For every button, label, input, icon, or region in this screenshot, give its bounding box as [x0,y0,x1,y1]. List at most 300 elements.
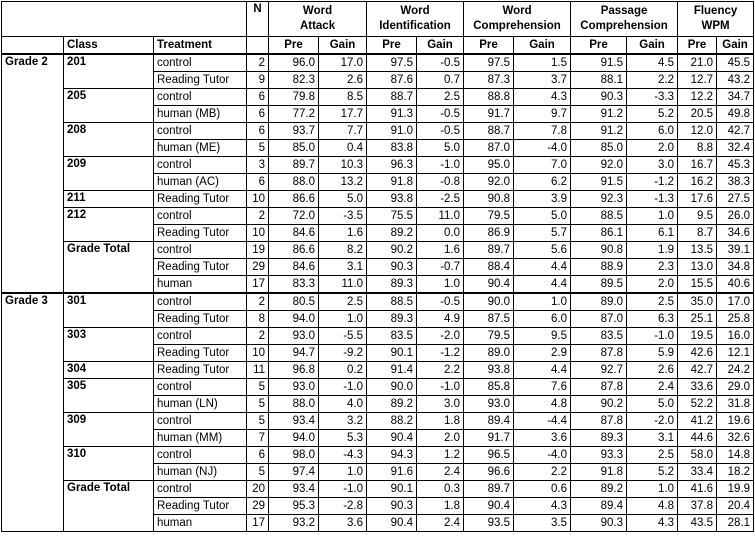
pre-value-cell: 92.7 [571,362,627,379]
pre-value-cell: 37.8 [678,498,717,515]
gain-value-cell: 17.0 [717,293,754,311]
gain-value-cell: 11.0 [319,276,367,294]
n-cell: 11 [247,362,269,379]
treatment-cell: human [154,276,247,294]
pre-value-cell: 91.0 [367,123,417,140]
pre-value-cell: 42.7 [678,362,717,379]
group-header-line1: Word [302,5,333,17]
gain-value-cell: 2.5 [627,293,678,311]
pre-value-cell: 20.5 [678,106,717,123]
gain-value-cell: -3.5 [319,208,367,225]
pre-value-cell: 98.0 [269,447,319,464]
pre-value-cell: 89.3 [571,430,627,447]
pre-value-cell: 83.8 [367,140,417,157]
gain-value-cell: 5.7 [514,225,571,242]
pre-value-cell: 89.7 [464,242,514,259]
gain-value-cell: -1.0 [627,328,678,345]
gain-value-cell: -2.0 [627,413,678,430]
gain-value-cell: 28.1 [717,515,754,532]
gain-value-cell: 20.4 [717,498,754,515]
treatment-header: Treatment [154,37,247,55]
pre-value-cell: 94.0 [269,430,319,447]
gain-value-cell: 4.0 [319,396,367,413]
gain-value-cell: 2.2 [514,464,571,481]
gain-value-cell: 1.6 [417,242,464,259]
table-row [2,157,754,174]
treatment-cell: control [154,293,247,311]
pre-value-cell: 96.8 [269,362,319,379]
pre-value-cell: 89.5 [571,276,627,294]
pre-value-cell: 89.7 [269,157,319,174]
gain-value-cell: 1.0 [319,464,367,481]
gain-value-cell: 1.0 [627,481,678,498]
pre-value-cell: 89.2 [571,481,627,498]
treatment-cell: control [154,413,247,430]
gain-value-cell: 2.0 [417,430,464,447]
group-header-word-comprehension [464,2,571,37]
gain-value-cell: -1.0 [417,379,464,396]
pre-value-cell: 85.8 [464,379,514,396]
group-header-fluency-wpm [678,2,754,37]
pre-value-cell: 88.5 [571,208,627,225]
gain-value-cell: 1.0 [627,208,678,225]
pre-value-cell: 87.5 [464,311,514,328]
gain-value-cell: -4.0 [514,140,571,157]
blank-header-cell [2,2,247,37]
n-cell: 3 [247,157,269,174]
n-cell: 2 [247,293,269,311]
gain-value-cell: -0.7 [417,259,464,276]
gain-value-cell: -5.5 [319,328,367,345]
pre-value-cell: 88.0 [269,396,319,413]
pre-value-cell: 87.0 [464,140,514,157]
gain-value-cell: 17.0 [319,54,367,72]
n-cell: 5 [247,379,269,396]
gain-value-cell: 19.9 [717,481,754,498]
pre-value-cell: 94.0 [269,311,319,328]
pre-value-cell: 16.7 [678,157,717,174]
pre-value-cell: 79.5 [464,208,514,225]
n-cell: 5 [247,413,269,430]
n-cell: 20 [247,481,269,498]
n-cell: 2 [247,208,269,225]
group-header-word-attack [269,2,367,37]
treatment-cell: control [154,89,247,106]
gain-value-cell: 49.8 [717,106,754,123]
group-header-line1: Word [400,5,430,17]
blank-header-cell [247,37,269,55]
table-row [2,89,754,106]
pre-value-cell: 19.5 [678,328,717,345]
n-cell: 5 [247,140,269,157]
gain-value-cell: 16.0 [717,328,754,345]
gain-value-cell: 32.6 [717,430,754,447]
treatment-cell: control [154,379,247,396]
gain-value-cell: 6.3 [627,311,678,328]
gain-value-cell: 7.7 [319,123,367,140]
gain-value-cell: 5.6 [514,242,571,259]
n-cell: 6 [247,106,269,123]
pre-value-cell: 93.0 [269,328,319,345]
pre-value-cell: 87.6 [367,72,417,89]
pre-value-cell: 92.0 [464,174,514,191]
pre-value-cell: 93.5 [464,515,514,532]
pre-value-cell: 87.8 [571,413,627,430]
gain-value-cell: -1.0 [417,157,464,174]
pre-value-cell: 84.6 [269,259,319,276]
pre-value-cell: 88.1 [571,72,627,89]
table-row [2,191,754,208]
pre-value-cell: 44.6 [678,430,717,447]
group-header-line2: Identification [379,20,451,32]
pre-value-cell: 15.5 [678,276,717,294]
gain-value-cell: 2.9 [514,345,571,362]
treatment-cell: control [154,242,247,259]
gain-value-cell: 45.5 [717,54,754,72]
gain-value-cell: 3.9 [514,191,571,208]
gain-value-cell: 2.3 [627,259,678,276]
gain-value-cell: 0.4 [319,140,367,157]
gain-value-cell: 1.8 [417,498,464,515]
gain-value-cell: 1.0 [417,276,464,294]
pre-value-cell: 95.0 [464,157,514,174]
n-cell: 2 [247,54,269,72]
class-cell: 304 [64,362,154,379]
gain-value-cell: 4.4 [514,362,571,379]
group-header-line2: Comprehension [473,20,561,32]
pre-value-cell: 33.4 [678,464,717,481]
gain-value-cell: 34.8 [717,259,754,276]
pre-value-cell: 82.3 [269,72,319,89]
n-cell: 10 [247,225,269,242]
gain-value-cell: 4.8 [514,396,571,413]
gain-value-cell: 1.5 [514,54,571,72]
gain-value-cell: 19.6 [717,413,754,430]
gain-value-cell: 32.4 [717,140,754,157]
gain-value-cell: 9.5 [514,328,571,345]
class-cell: Grade Total [64,242,154,294]
class-cell: 301 [64,293,154,328]
class-cell: 310 [64,447,154,481]
gain-value-cell: 5.0 [514,208,571,225]
pre-value-cell: 8.8 [678,140,717,157]
class-header: Class [64,37,154,55]
gain-value-cell: 11.0 [417,208,464,225]
pre-value-cell: 93.0 [464,396,514,413]
pre-value-cell: 43.5 [678,515,717,532]
group-header-line2: WPM [701,20,730,32]
pre-value-cell: 94.3 [367,447,417,464]
pre-value-cell: 97.5 [367,54,417,72]
pre-value-cell: 85.0 [269,140,319,157]
header-row-subcols [2,37,754,55]
pre-value-cell: 89.0 [571,293,627,311]
pre-value-cell: 91.7 [464,106,514,123]
treatment-cell: Reading Tutor [154,225,247,242]
pre-value-cell: 91.6 [367,464,417,481]
gain-value-cell: 12.1 [717,345,754,362]
pre-value-cell: 83.5 [367,328,417,345]
gain-value-cell: 6.0 [627,123,678,140]
gain-value-cell: -1.0 [319,379,367,396]
n-cell: 29 [247,259,269,276]
n-cell: 2 [247,328,269,345]
gain-value-cell: 2.4 [417,464,464,481]
class-cell: 305 [64,379,154,413]
pre-header: Pre [367,37,417,55]
n-cell: 6 [247,174,269,191]
pre-value-cell: 86.1 [571,225,627,242]
table-row [2,54,754,72]
pre-value-cell: 90.3 [367,259,417,276]
pre-value-cell: 89.0 [464,345,514,362]
treatment-cell: human (LN) [154,396,247,413]
pre-value-cell: 90.2 [367,242,417,259]
class-cell: 209 [64,157,154,191]
gain-value-cell: 27.5 [717,191,754,208]
gain-value-cell: 3.1 [627,430,678,447]
pre-value-cell: 72.0 [269,208,319,225]
pre-value-cell: 93.4 [269,481,319,498]
pre-value-cell: 12.0 [678,123,717,140]
pre-value-cell: 58.0 [678,447,717,464]
pre-value-cell: 93.2 [269,515,319,532]
pre-value-cell: 16.2 [678,174,717,191]
pre-value-cell: 88.0 [269,174,319,191]
gain-value-cell: -0.5 [417,106,464,123]
pre-value-cell: 13.0 [678,259,717,276]
pre-value-cell: 89.3 [367,311,417,328]
pre-value-cell: 90.4 [367,430,417,447]
gain-value-cell: 26.0 [717,208,754,225]
gain-value-cell: 3.7 [514,72,571,89]
table-row [2,328,754,345]
pre-value-cell: 97.4 [269,464,319,481]
treatment-cell: Reading Tutor [154,259,247,276]
pre-value-cell: 88.8 [464,89,514,106]
gain-value-cell: 9.7 [514,106,571,123]
pre-value-cell: 91.5 [571,54,627,72]
gain-value-cell: 17.7 [319,106,367,123]
treatment-cell: human (ME) [154,140,247,157]
gain-value-cell: 1.6 [319,225,367,242]
table-row [2,362,754,379]
gain-value-cell: 0.3 [417,481,464,498]
pre-value-cell: 89.2 [367,396,417,413]
pre-value-cell: 91.7 [464,430,514,447]
grade-label: Grade 2 [2,54,64,293]
class-cell: 211 [64,191,154,208]
pre-value-cell: 25.1 [678,311,717,328]
gain-value-cell: -1.0 [319,481,367,498]
gain-header: Gain [627,37,678,55]
table-row [2,123,754,140]
gain-value-cell: 5.2 [627,106,678,123]
treatment-cell: control [154,328,247,345]
pre-value-cell: 84.6 [269,225,319,242]
n-cell: 17 [247,515,269,532]
treatment-cell: Reading Tutor [154,191,247,208]
gain-value-cell: 4.3 [627,515,678,532]
group-header-line1: Word [502,5,532,17]
pre-value-cell: 90.1 [367,481,417,498]
gain-value-cell: -1.3 [627,191,678,208]
pre-value-cell: 92.0 [571,157,627,174]
pre-value-cell: 91.8 [571,464,627,481]
pre-value-cell: 90.4 [464,498,514,515]
n-cell: 10 [247,345,269,362]
gain-value-cell: 7.0 [514,157,571,174]
gain-value-cell: 4.9 [417,311,464,328]
treatment-cell: control [154,208,247,225]
pre-header: Pre [464,37,514,55]
gain-value-cell: 34.7 [717,89,754,106]
gain-value-cell: 4.4 [514,259,571,276]
gain-value-cell: -2.0 [417,328,464,345]
pre-value-cell: 89.4 [464,413,514,430]
pre-header: Pre [678,37,717,55]
table-row [2,379,754,396]
pre-value-cell: 88.5 [367,293,417,311]
gain-value-cell: 1.9 [627,242,678,259]
class-cell: 303 [64,328,154,362]
gain-value-cell: 3.1 [319,259,367,276]
treatment-cell: control [154,123,247,140]
gain-value-cell: 2.2 [627,72,678,89]
pre-value-cell: 93.0 [269,379,319,396]
pre-value-cell: 86.6 [269,242,319,259]
pre-value-cell: 87.3 [464,72,514,89]
pre-value-cell: 93.8 [367,191,417,208]
gain-value-cell: 5.9 [627,345,678,362]
gain-value-cell: -4.3 [319,447,367,464]
gain-value-cell: 3.6 [319,515,367,532]
treatment-cell: control [154,54,247,72]
group-header-line2: Attack [299,20,336,32]
gain-value-cell: -0.8 [417,174,464,191]
gain-value-cell: 1.2 [417,447,464,464]
gain-value-cell: -0.5 [417,293,464,311]
pre-value-cell: 93.8 [464,362,514,379]
pre-value-cell: 77.2 [269,106,319,123]
pre-value-cell: 90.3 [571,89,627,106]
gain-value-cell: 5.0 [417,140,464,157]
pre-value-cell: 33.6 [678,379,717,396]
treatment-cell: Reading Tutor [154,345,247,362]
pre-value-cell: 12.2 [678,89,717,106]
pre-value-cell: 92.3 [571,191,627,208]
n-cell: 19 [247,242,269,259]
pre-value-cell: 90.4 [464,276,514,294]
pre-value-cell: 87.8 [571,345,627,362]
treatment-cell: Reading Tutor [154,311,247,328]
gain-value-cell: 4.3 [514,498,571,515]
gain-value-cell: 5.0 [319,191,367,208]
gain-value-cell: 3.0 [417,396,464,413]
pre-value-cell: 41.6 [678,481,717,498]
n-cell: 10 [247,191,269,208]
pre-value-cell: 87.8 [571,379,627,396]
pre-value-cell: 12.7 [678,72,717,89]
gain-value-cell: 3.2 [319,413,367,430]
gain-value-cell: 18.2 [717,464,754,481]
gain-value-cell: 43.2 [717,72,754,89]
gain-header: Gain [417,37,464,55]
treatment-cell: control [154,157,247,174]
group-header-line1: Fluency [693,5,738,17]
pre-value-cell: 79.8 [269,89,319,106]
n-cell: 6 [247,123,269,140]
gain-value-cell: 38.3 [717,174,754,191]
blank-header-cell [2,37,64,55]
gain-value-cell: 7.8 [514,123,571,140]
gain-value-cell: 45.3 [717,157,754,174]
gain-value-cell: 0.2 [319,362,367,379]
n-cell: 17 [247,276,269,294]
n-cell: 5 [247,464,269,481]
pre-value-cell: 86.6 [269,191,319,208]
gain-value-cell: 6.2 [514,174,571,191]
gain-value-cell: -2.5 [417,191,464,208]
pre-value-cell: 87.0 [571,311,627,328]
pre-value-cell: 96.6 [464,464,514,481]
pre-value-cell: 93.4 [269,413,319,430]
pre-value-cell: 89.4 [571,498,627,515]
pre-header: Pre [269,37,319,55]
pre-value-cell: 91.3 [367,106,417,123]
pre-value-cell: 35.0 [678,293,717,311]
gain-value-cell: 34.6 [717,225,754,242]
gain-value-cell: 8.5 [319,89,367,106]
table-row [2,481,754,498]
n-cell: 9 [247,72,269,89]
results-table [1,1,754,532]
pre-value-cell: 90.4 [367,515,417,532]
pre-value-cell: 93.3 [571,447,627,464]
treatment-cell: control [154,447,247,464]
grade-label: Grade 3 [2,293,64,532]
treatment-cell: human [154,515,247,532]
pre-value-cell: 97.5 [464,54,514,72]
gain-value-cell: 5.2 [627,464,678,481]
treatment-cell: human (MB) [154,106,247,123]
pre-value-cell: 96.0 [269,54,319,72]
class-cell: 212 [64,208,154,242]
pre-value-cell: 41.2 [678,413,717,430]
pre-value-cell: 88.2 [367,413,417,430]
pre-value-cell: 91.5 [571,174,627,191]
pre-value-cell: 89.7 [464,481,514,498]
pre-value-cell: 83.5 [571,328,627,345]
class-cell: Grade Total [64,481,154,532]
pre-value-cell: 91.2 [571,106,627,123]
table-body [2,54,754,532]
gain-value-cell: 25.8 [717,311,754,328]
n-cell: 29 [247,498,269,515]
gain-value-cell: 5.0 [627,396,678,413]
pre-value-cell: 13.5 [678,242,717,259]
gain-value-cell: 29.0 [717,379,754,396]
gain-value-cell: 2.6 [627,362,678,379]
gain-value-cell: 13.2 [319,174,367,191]
class-cell: 205 [64,89,154,123]
pre-value-cell: 83.3 [269,276,319,294]
pre-value-cell: 9.5 [678,208,717,225]
treatment-cell: Reading Tutor [154,362,247,379]
gain-value-cell: 3.6 [514,430,571,447]
n-cell: 8 [247,311,269,328]
gain-value-cell: 2.2 [417,362,464,379]
